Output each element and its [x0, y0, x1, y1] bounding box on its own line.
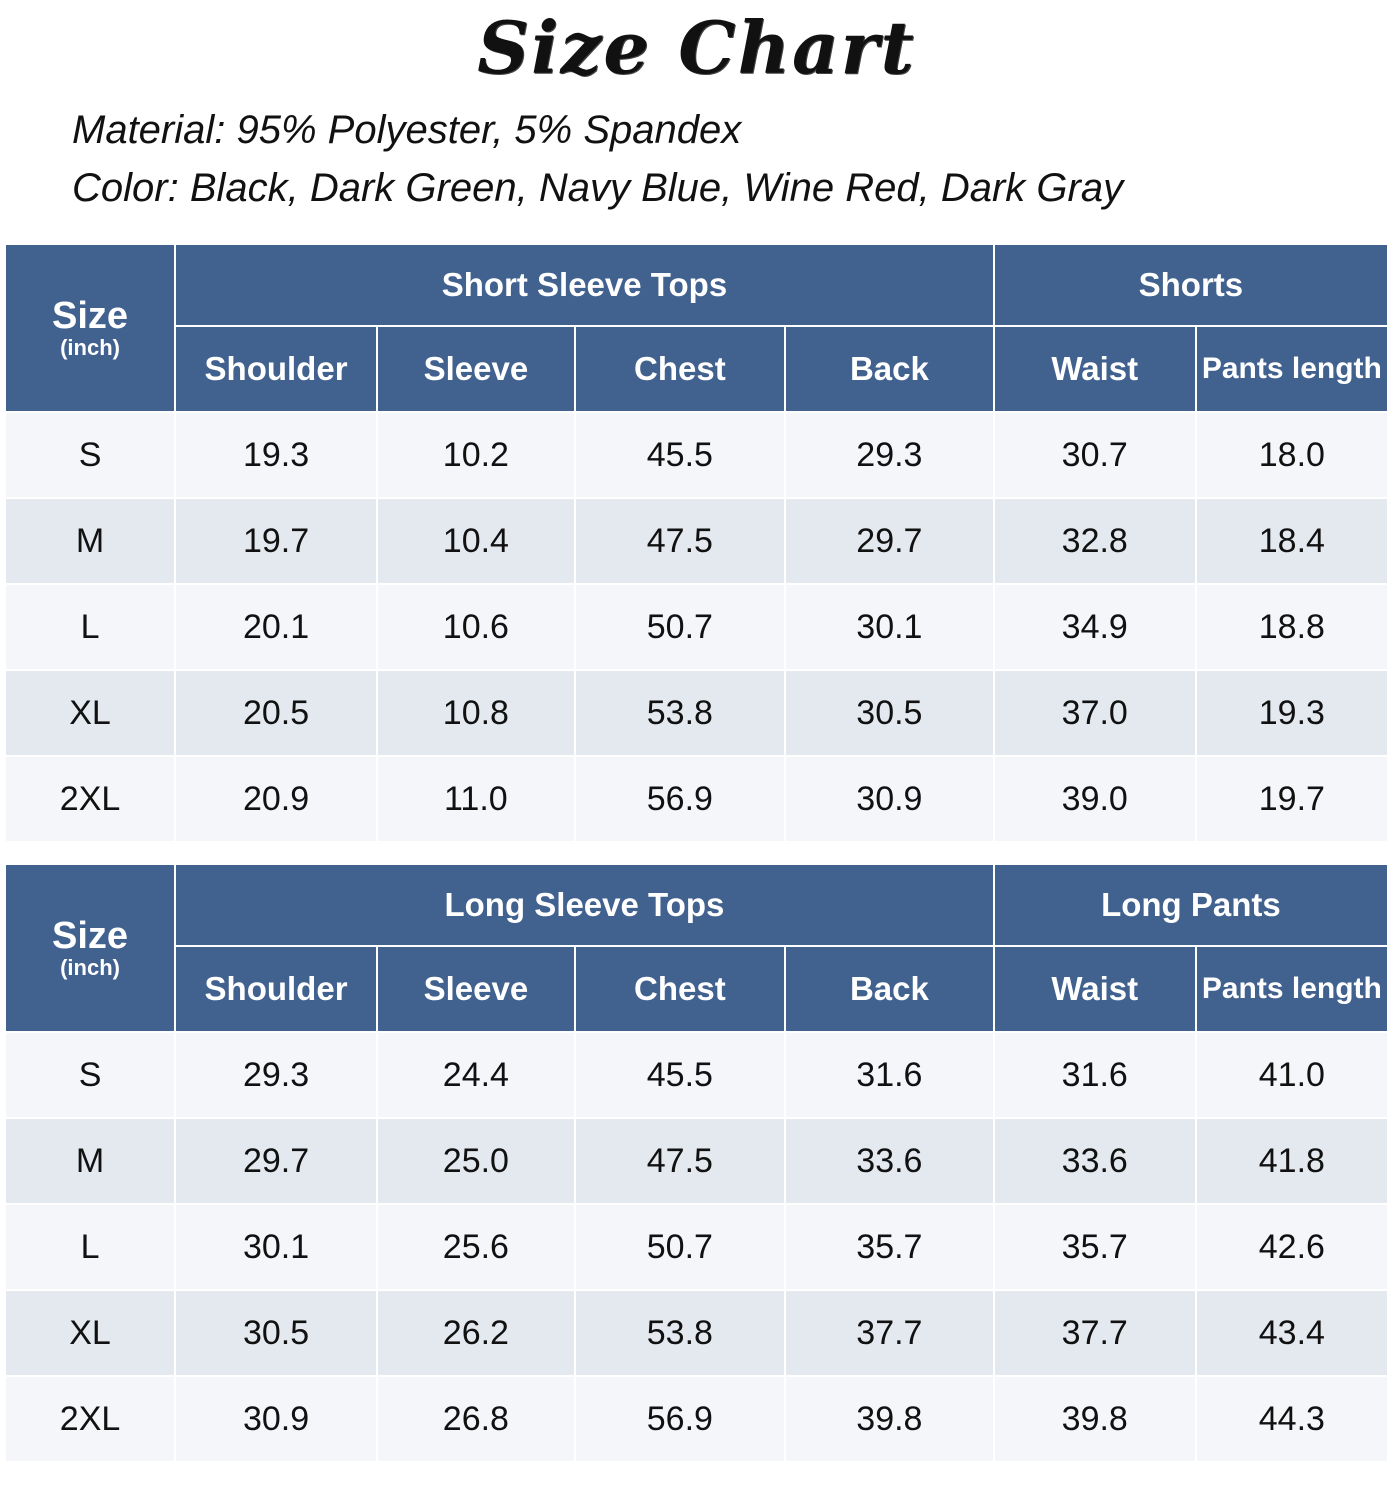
- long-sleeve-size-table: [4, 863, 1389, 1463]
- table-row: [5, 1204, 1388, 1290]
- cell-chest: 53.8: [575, 1290, 785, 1376]
- group-header-tops: Short Sleeve Tops: [175, 244, 994, 326]
- table-row: [5, 1376, 1388, 1462]
- cell-pants-length: 19.3: [1196, 670, 1388, 756]
- column-header-waist: Waist: [994, 326, 1196, 412]
- column-header-chest: Chest: [575, 946, 785, 1032]
- table-row: [5, 670, 1388, 756]
- cell-pants-length: 18.0: [1196, 412, 1388, 498]
- cell-sleeve: 25.6: [377, 1204, 575, 1290]
- cell-back: 29.7: [785, 498, 994, 584]
- cell-size: XL: [5, 670, 175, 756]
- cell-size: S: [5, 1032, 175, 1118]
- cell-sleeve: 10.6: [377, 584, 575, 670]
- cell-sleeve: 10.8: [377, 670, 575, 756]
- cell-waist: 30.7: [994, 412, 1196, 498]
- cell-waist: 39.0: [994, 756, 1196, 842]
- column-header-pants-length: Pants length: [1196, 946, 1388, 1032]
- size-header: [5, 244, 175, 412]
- cell-chest: 50.7: [575, 1204, 785, 1290]
- short-sleeve-table-body: [5, 412, 1388, 842]
- long-sleeve-table-block: [4, 863, 1389, 1463]
- size-header: [5, 864, 175, 1032]
- cell-size: 2XL: [5, 1376, 175, 1462]
- cell-pants-length: 19.7: [1196, 756, 1388, 842]
- group-header-bottoms: Shorts: [994, 244, 1388, 326]
- cell-sleeve: 11.0: [377, 756, 575, 842]
- cell-pants-length: 41.0: [1196, 1032, 1388, 1118]
- cell-size: L: [5, 1204, 175, 1290]
- cell-back: 30.1: [785, 584, 994, 670]
- size-header-label: Size: [52, 914, 129, 957]
- cell-sleeve: 24.4: [377, 1032, 575, 1118]
- cell-back: 35.7: [785, 1204, 994, 1290]
- table-header-group-row: [5, 244, 1388, 326]
- cell-shoulder: 29.3: [175, 1032, 377, 1118]
- cell-sleeve: 26.2: [377, 1290, 575, 1376]
- cell-waist: 35.7: [994, 1204, 1196, 1290]
- size-header-label: Size: [52, 294, 129, 337]
- column-header-pants-length: Pants length: [1196, 326, 1388, 412]
- cell-sleeve: 26.8: [377, 1376, 575, 1462]
- cell-shoulder: 20.9: [175, 756, 377, 842]
- cell-shoulder: 30.9: [175, 1376, 377, 1462]
- table-header-sub-row: [5, 326, 1388, 412]
- cell-waist: 37.7: [994, 1290, 1196, 1376]
- cell-pants-length: 44.3: [1196, 1376, 1388, 1462]
- cell-sleeve: 25.0: [377, 1118, 575, 1204]
- size-header-unit: (inch): [60, 335, 120, 361]
- cell-waist: 31.6: [994, 1032, 1196, 1118]
- column-header-sleeve: Sleeve: [377, 326, 575, 412]
- cell-pants-length: 41.8: [1196, 1118, 1388, 1204]
- cell-pants-length: 18.8: [1196, 584, 1388, 670]
- table-row: [5, 1118, 1388, 1204]
- cell-waist: 33.6: [994, 1118, 1196, 1204]
- short-sleeve-table-block: [4, 243, 1389, 843]
- column-header-back: Back: [785, 946, 994, 1032]
- cell-shoulder: 20.1: [175, 584, 377, 670]
- cell-back: 31.6: [785, 1032, 994, 1118]
- cell-chest: 47.5: [575, 498, 785, 584]
- cell-pants-length: 42.6: [1196, 1204, 1388, 1290]
- long-sleeve-table-body: [5, 1032, 1388, 1462]
- cell-sleeve: 10.2: [377, 412, 575, 498]
- table-header-sub-row: [5, 946, 1388, 1032]
- cell-back: 39.8: [785, 1376, 994, 1462]
- table-row: [5, 756, 1388, 842]
- column-header-shoulder: Shoulder: [175, 946, 377, 1032]
- cell-shoulder: 29.7: [175, 1118, 377, 1204]
- cell-waist: 32.8: [994, 498, 1196, 584]
- table-header-group-row: [5, 864, 1388, 946]
- column-header-chest: Chest: [575, 326, 785, 412]
- size-header-unit: (inch): [60, 955, 120, 981]
- table-row: [5, 1032, 1388, 1118]
- cell-size: 2XL: [5, 756, 175, 842]
- product-info: [0, 87, 1393, 217]
- cell-chest: 45.5: [575, 1032, 785, 1118]
- cell-shoulder: 19.7: [175, 498, 377, 584]
- cell-waist: 37.0: [994, 670, 1196, 756]
- cell-shoulder: 30.1: [175, 1204, 377, 1290]
- cell-waist: 39.8: [994, 1376, 1196, 1462]
- page-title: Size Chart: [477, 5, 916, 90]
- cell-back: 30.9: [785, 756, 994, 842]
- cell-back: 37.7: [785, 1290, 994, 1376]
- group-header-bottoms: Long Pants: [994, 864, 1388, 946]
- cell-size: XL: [5, 1290, 175, 1376]
- column-header-sleeve: Sleeve: [377, 946, 575, 1032]
- short-sleeve-size-table: [4, 243, 1389, 843]
- cell-chest: 56.9: [575, 756, 785, 842]
- table-row: [5, 498, 1388, 584]
- table-row: [5, 1290, 1388, 1376]
- cell-pants-length: 18.4: [1196, 498, 1388, 584]
- cell-back: 33.6: [785, 1118, 994, 1204]
- table-row: [5, 584, 1388, 670]
- cell-back: 30.5: [785, 670, 994, 756]
- cell-chest: 53.8: [575, 670, 785, 756]
- cell-sleeve: 10.4: [377, 498, 575, 584]
- column-header-back: Back: [785, 326, 994, 412]
- table-row: [5, 412, 1388, 498]
- group-header-tops: Long Sleeve Tops: [175, 864, 994, 946]
- cell-chest: 56.9: [575, 1376, 785, 1462]
- column-header-shoulder: Shoulder: [175, 326, 377, 412]
- cell-shoulder: 20.5: [175, 670, 377, 756]
- cell-shoulder: 19.3: [175, 412, 377, 498]
- material-line: Material: 95% Polyester, 5% Spandex: [72, 108, 742, 153]
- cell-size: L: [5, 584, 175, 670]
- cell-chest: 50.7: [575, 584, 785, 670]
- color-line: Color: Black, Dark Green, Navy Blue, Wine Red, Dark Gray: [72, 166, 1124, 211]
- cell-chest: 45.5: [575, 412, 785, 498]
- cell-size: S: [5, 412, 175, 498]
- cell-size: M: [5, 498, 175, 584]
- cell-size: M: [5, 1118, 175, 1204]
- cell-shoulder: 30.5: [175, 1290, 377, 1376]
- column-header-waist: Waist: [994, 946, 1196, 1032]
- cell-back: 29.3: [785, 412, 994, 498]
- cell-pants-length: 43.4: [1196, 1290, 1388, 1376]
- cell-chest: 47.5: [575, 1118, 785, 1204]
- cell-waist: 34.9: [994, 584, 1196, 670]
